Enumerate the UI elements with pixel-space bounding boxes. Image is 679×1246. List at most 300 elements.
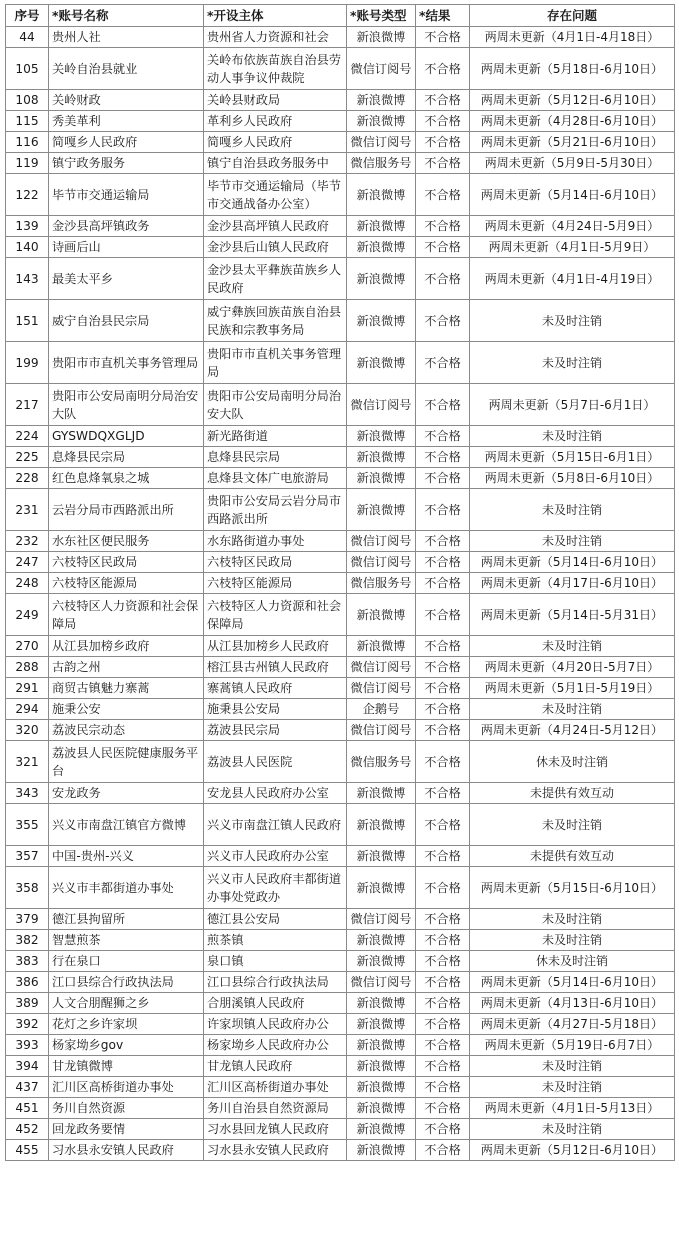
cell-account-name: 关岭财政: [49, 90, 204, 111]
table-row: [6, 300, 675, 342]
table-row: [6, 153, 675, 174]
cell-owner: 安龙县人民政府办公室: [204, 783, 347, 804]
table-row: [6, 720, 675, 741]
cell-owner: 六枝特区人力资源和社会保障局: [204, 594, 347, 636]
cell-account-name: 秀美革利: [49, 111, 204, 132]
cell-owner: 江口县综合行政执法局: [204, 972, 347, 993]
cell-no: 225: [6, 447, 49, 468]
table-row: [6, 216, 675, 237]
cell-issue: 两周未更新（5月14日-5月31日）: [470, 594, 675, 636]
cell-no: 199: [6, 342, 49, 384]
table-row: [6, 111, 675, 132]
cell-result: 不合格: [416, 90, 470, 111]
table-row: [6, 174, 675, 216]
cell-no: 108: [6, 90, 49, 111]
table-row: [6, 489, 675, 531]
cell-owner: 煎茶镇: [204, 930, 347, 951]
cell-no: 44: [6, 27, 49, 48]
cell-result: 不合格: [416, 552, 470, 573]
cell-issue: 两周未更新（5月14日-6月10日）: [470, 552, 675, 573]
cell-account-name: 云岩分局市西路派出所: [49, 489, 204, 531]
cell-no: 231: [6, 489, 49, 531]
cell-account-name: 人文合朋醒狮之乡: [49, 993, 204, 1014]
cell-account-name: 习水县永安镇人民政府: [49, 1140, 204, 1161]
cell-account-type: 微信订阅号: [347, 384, 416, 426]
cell-result: 不合格: [416, 1014, 470, 1035]
cell-account-type: 微信订阅号: [347, 132, 416, 153]
table-row: [6, 867, 675, 909]
cell-issue: 两周未更新（5月21日-6月10日）: [470, 132, 675, 153]
cell-no: 105: [6, 48, 49, 90]
cell-result: 不合格: [416, 1056, 470, 1077]
cell-account-name: 贵阳市市直机关事务管理局: [49, 342, 204, 384]
cell-owner: 贵阳市公安局云岩分局市西路派出所: [204, 489, 347, 531]
cell-account-type: 新浪微博: [347, 804, 416, 846]
cell-no: 143: [6, 258, 49, 300]
table-row: [6, 1140, 675, 1161]
cell-account-type: 新浪微博: [347, 1098, 416, 1119]
cell-account-name: 六枝特区民政局: [49, 552, 204, 573]
cell-result: 不合格: [416, 342, 470, 384]
table-row: [6, 342, 675, 384]
cell-owner: 荔波县民宗局: [204, 720, 347, 741]
cell-owner: 习水县回龙镇人民政府: [204, 1119, 347, 1140]
cell-result: 不合格: [416, 867, 470, 909]
table-row: [6, 1077, 675, 1098]
cell-issue: 两周未更新（5月12日-6月10日）: [470, 90, 675, 111]
cell-no: 288: [6, 657, 49, 678]
cell-result: 不合格: [416, 300, 470, 342]
cell-result: 不合格: [416, 48, 470, 90]
cell-account-type: 新浪微博: [347, 27, 416, 48]
cell-issue: 两周未更新（4月1日-4月18日）: [470, 27, 675, 48]
cell-account-type: 新浪微博: [347, 951, 416, 972]
cell-account-name: 镇宁政务服务: [49, 153, 204, 174]
cell-account-name: 金沙县高坪镇政务: [49, 216, 204, 237]
cell-issue: 未及时注销: [470, 426, 675, 447]
table-row: [6, 636, 675, 657]
cell-issue: 未提供有效互动: [470, 846, 675, 867]
cell-issue: 未及时注销: [470, 804, 675, 846]
cell-account-name: 贵州人社: [49, 27, 204, 48]
cell-account-type: 新浪微博: [347, 216, 416, 237]
table-row: [6, 657, 675, 678]
cell-issue: 两周未更新（5月15日-6月10日）: [470, 867, 675, 909]
table-row: [6, 804, 675, 846]
table-row: [6, 90, 675, 111]
table-row: [6, 1014, 675, 1035]
cell-account-type: 微信订阅号: [347, 972, 416, 993]
table-row: [6, 48, 675, 90]
cell-owner: 毕节市交通运输局（毕节市交通战备办公室）: [204, 174, 347, 216]
cell-account-type: 新浪微博: [347, 90, 416, 111]
cell-issue: 未及时注销: [470, 930, 675, 951]
cell-account-type: 新浪微博: [347, 489, 416, 531]
cell-account-name: 安龙政务: [49, 783, 204, 804]
cell-no: 122: [6, 174, 49, 216]
cell-owner: 施秉县公安局: [204, 699, 347, 720]
cell-no: 379: [6, 909, 49, 930]
cell-issue: 两周未更新（4月1日-5月13日）: [470, 1098, 675, 1119]
cell-issue: 未及时注销: [470, 636, 675, 657]
header-issue: 存在问题: [470, 5, 675, 27]
cell-account-name: 诗画后山: [49, 237, 204, 258]
table-row: [6, 1056, 675, 1077]
cell-no: 394: [6, 1056, 49, 1077]
cell-account-type: 新浪微博: [347, 468, 416, 489]
cell-owner: 许家坝镇人民政府办公: [204, 1014, 347, 1035]
table-body: [6, 27, 675, 1161]
cell-account-type: 新浪微博: [347, 300, 416, 342]
header-account-name: *账号名称: [49, 5, 204, 27]
cell-result: 不合格: [416, 153, 470, 174]
cell-no: 151: [6, 300, 49, 342]
cell-result: 不合格: [416, 468, 470, 489]
cell-issue: 两周未更新（4月20日-5月7日）: [470, 657, 675, 678]
cell-result: 不合格: [416, 531, 470, 552]
cell-account-type: 新浪微博: [347, 930, 416, 951]
cell-account-type: 微信订阅号: [347, 552, 416, 573]
cell-no: 321: [6, 741, 49, 783]
cell-account-name: 回龙政务要情: [49, 1119, 204, 1140]
table-row: [6, 993, 675, 1014]
cell-issue: 未及时注销: [470, 531, 675, 552]
cell-result: 不合格: [416, 174, 470, 216]
cell-no: 232: [6, 531, 49, 552]
table-row: [6, 951, 675, 972]
cell-no: 383: [6, 951, 49, 972]
cell-no: 116: [6, 132, 49, 153]
cell-owner: 甘龙镇人民政府: [204, 1056, 347, 1077]
cell-no: 357: [6, 846, 49, 867]
cell-issue: 未及时注销: [470, 1077, 675, 1098]
cell-account-name: 从江县加榜乡政府: [49, 636, 204, 657]
cell-account-name: 六枝特区人力资源和社会保障局: [49, 594, 204, 636]
cell-account-type: 新浪微博: [347, 258, 416, 300]
cell-no: 355: [6, 804, 49, 846]
cell-account-name: 最美太平乡: [49, 258, 204, 300]
table-row: [6, 972, 675, 993]
cell-result: 不合格: [416, 1098, 470, 1119]
cell-owner: 杨家坳乡人民政府办公: [204, 1035, 347, 1056]
cell-result: 不合格: [416, 1140, 470, 1161]
cell-owner: 金沙县高坪镇人民政府: [204, 216, 347, 237]
cell-issue: 两周未更新（5月12日-6月10日）: [470, 1140, 675, 1161]
cell-no: 455: [6, 1140, 49, 1161]
cell-no: 437: [6, 1077, 49, 1098]
cell-result: 不合格: [416, 258, 470, 300]
cell-issue: 未提供有效互动: [470, 783, 675, 804]
cell-account-name: 红色息烽氧泉之城: [49, 468, 204, 489]
cell-result: 不合格: [416, 237, 470, 258]
table-row: [6, 531, 675, 552]
cell-result: 不合格: [416, 699, 470, 720]
cell-issue: 两周未更新（5月14日-6月10日）: [470, 972, 675, 993]
cell-owner: 贵阳市市直机关事务管理局: [204, 342, 347, 384]
cell-result: 不合格: [416, 636, 470, 657]
cell-issue: 两周未更新（4月13日-6月10日）: [470, 993, 675, 1014]
cell-result: 不合格: [416, 573, 470, 594]
table-row: [6, 930, 675, 951]
cell-account-type: 新浪微博: [347, 1077, 416, 1098]
cell-owner: 兴义市人民政府丰都街道办事处党政办: [204, 867, 347, 909]
table-row: [6, 426, 675, 447]
cell-owner: 新光路街道: [204, 426, 347, 447]
cell-result: 不合格: [416, 216, 470, 237]
cell-account-type: 企鹅号: [347, 699, 416, 720]
cell-account-type: 新浪微博: [347, 111, 416, 132]
cell-account-type: 新浪微博: [347, 1035, 416, 1056]
cell-owner: 兴义市南盘江镇人民政府: [204, 804, 347, 846]
cell-result: 不合格: [416, 846, 470, 867]
cell-account-name: 简嘎乡人民政府: [49, 132, 204, 153]
cell-account-name: 六枝特区能源局: [49, 573, 204, 594]
cell-issue: 两周未更新（4月24日-5月9日）: [470, 216, 675, 237]
cell-account-name: 商贸古镇魅力寨蒿: [49, 678, 204, 699]
table-header-row: [6, 5, 675, 27]
cell-result: 不合格: [416, 1077, 470, 1098]
cell-issue: 未及时注销: [470, 342, 675, 384]
cell-no: 393: [6, 1035, 49, 1056]
cell-account-type: 新浪微博: [347, 1056, 416, 1077]
cell-owner: 关岭县财政局: [204, 90, 347, 111]
cell-account-name: 行在泉口: [49, 951, 204, 972]
cell-result: 不合格: [416, 111, 470, 132]
cell-issue: 两周未更新（4月27日-5月18日）: [470, 1014, 675, 1035]
cell-account-type: 新浪微博: [347, 1140, 416, 1161]
cell-issue: 两周未更新（5月1日-5月19日）: [470, 678, 675, 699]
cell-owner: 务川自治县自然资源局: [204, 1098, 347, 1119]
table-row: [6, 258, 675, 300]
cell-issue: 两周未更新（4月28日-6月10日）: [470, 111, 675, 132]
table-row: [6, 132, 675, 153]
cell-account-type: 微信服务号: [347, 741, 416, 783]
cell-account-type: 新浪微博: [347, 1014, 416, 1035]
cell-no: 386: [6, 972, 49, 993]
cell-issue: 两周未更新（5月15日-6月1日）: [470, 447, 675, 468]
cell-issue: 两周未更新（5月7日-6月1日）: [470, 384, 675, 426]
cell-account-name: 古韵之州: [49, 657, 204, 678]
cell-issue: 两周未更新（4月17日-6月10日）: [470, 573, 675, 594]
cell-account-name: 中国-贵州-兴义: [49, 846, 204, 867]
cell-no: 224: [6, 426, 49, 447]
cell-no: 140: [6, 237, 49, 258]
cell-owner: 从江县加榜乡人民政府: [204, 636, 347, 657]
table-row: [6, 552, 675, 573]
cell-no: 228: [6, 468, 49, 489]
table-row: [6, 783, 675, 804]
cell-issue: 两周未更新（5月9日-5月30日）: [470, 153, 675, 174]
cell-owner: 荔波县人民医院: [204, 741, 347, 783]
cell-result: 不合格: [416, 678, 470, 699]
cell-account-name: 兴义市丰都街道办事处: [49, 867, 204, 909]
cell-account-type: 新浪微博: [347, 426, 416, 447]
cell-result: 不合格: [416, 1119, 470, 1140]
cell-no: 392: [6, 1014, 49, 1035]
cell-no: 452: [6, 1119, 49, 1140]
inspection-results-table: [5, 4, 675, 1161]
cell-account-type: 新浪微博: [347, 867, 416, 909]
cell-account-name: 荔波民宗动态: [49, 720, 204, 741]
cell-issue: 未及时注销: [470, 909, 675, 930]
cell-account-name: 智慧煎茶: [49, 930, 204, 951]
cell-issue: 两周未更新（5月8日-6月10日）: [470, 468, 675, 489]
cell-account-name: 毕节市交通运输局: [49, 174, 204, 216]
cell-account-name: 兴义市南盘江镇官方微博: [49, 804, 204, 846]
table-row: [6, 699, 675, 720]
cell-owner: 息烽县民宗局: [204, 447, 347, 468]
table-row: [6, 1035, 675, 1056]
table-row: [6, 678, 675, 699]
cell-account-type: 新浪微博: [347, 636, 416, 657]
cell-no: 382: [6, 930, 49, 951]
cell-account-type: 微信订阅号: [347, 909, 416, 930]
cell-no: 451: [6, 1098, 49, 1119]
cell-no: 294: [6, 699, 49, 720]
cell-owner: 金沙县后山镇人民政府: [204, 237, 347, 258]
cell-issue: 未及时注销: [470, 699, 675, 720]
cell-owner: 榕江县古州镇人民政府: [204, 657, 347, 678]
header-no: 序号: [6, 5, 49, 27]
cell-result: 不合格: [416, 720, 470, 741]
table-row: [6, 468, 675, 489]
cell-account-name: 施秉公安: [49, 699, 204, 720]
cell-account-type: 微信订阅号: [347, 531, 416, 552]
cell-issue: 未及时注销: [470, 489, 675, 531]
cell-result: 不合格: [416, 657, 470, 678]
cell-account-name: 水东社区便民服务: [49, 531, 204, 552]
cell-account-name: 德江县拘留所: [49, 909, 204, 930]
cell-owner: 德江县公安局: [204, 909, 347, 930]
cell-result: 不合格: [416, 993, 470, 1014]
table-row: [6, 1098, 675, 1119]
cell-account-type: 新浪微博: [347, 846, 416, 867]
cell-account-name: 息烽县民宗局: [49, 447, 204, 468]
table-row: [6, 846, 675, 867]
cell-result: 不合格: [416, 804, 470, 846]
cell-account-type: 微信订阅号: [347, 48, 416, 90]
cell-account-name: 汇川区高桥街道办事处: [49, 1077, 204, 1098]
table-row: [6, 384, 675, 426]
cell-account-name: 江口县综合行政执法局: [49, 972, 204, 993]
cell-owner: 习水县永安镇人民政府: [204, 1140, 347, 1161]
header-result: *结果: [416, 5, 470, 27]
cell-issue: 两周未更新（5月18日-6月10日）: [470, 48, 675, 90]
table-row: [6, 573, 675, 594]
cell-account-type: 新浪微博: [347, 447, 416, 468]
cell-owner: 六枝特区民政局: [204, 552, 347, 573]
cell-no: 270: [6, 636, 49, 657]
table-row: [6, 1119, 675, 1140]
cell-issue: 休未及时注销: [470, 951, 675, 972]
cell-account-type: 新浪微博: [347, 783, 416, 804]
cell-owner: 息烽县文体广电旅游局: [204, 468, 347, 489]
cell-account-type: 新浪微博: [347, 174, 416, 216]
cell-owner: 简嘎乡人民政府: [204, 132, 347, 153]
cell-owner: 金沙县太平彝族苗族乡人民政府: [204, 258, 347, 300]
cell-owner: 兴义市人民政府办公室: [204, 846, 347, 867]
cell-no: 247: [6, 552, 49, 573]
cell-owner: 镇宁自治县政务服务中: [204, 153, 347, 174]
cell-account-name: 荔波县人民医院健康服务平台: [49, 741, 204, 783]
cell-issue: 两周未更新（5月19日-6月7日）: [470, 1035, 675, 1056]
cell-result: 不合格: [416, 132, 470, 153]
cell-owner: 合朋溪镇人民政府: [204, 993, 347, 1014]
cell-no: 343: [6, 783, 49, 804]
cell-result: 不合格: [416, 951, 470, 972]
cell-result: 不合格: [416, 489, 470, 531]
cell-no: 320: [6, 720, 49, 741]
cell-no: 119: [6, 153, 49, 174]
cell-issue: 两周未更新（4月1日-5月9日）: [470, 237, 675, 258]
cell-account-type: 新浪微博: [347, 993, 416, 1014]
cell-issue: 两周未更新（4月24日-5月12日）: [470, 720, 675, 741]
cell-no: 115: [6, 111, 49, 132]
cell-account-type: 新浪微博: [347, 594, 416, 636]
cell-result: 不合格: [416, 384, 470, 426]
cell-owner: 水东路街道办事处: [204, 531, 347, 552]
cell-result: 不合格: [416, 930, 470, 951]
cell-no: 217: [6, 384, 49, 426]
header-account-type: *账号类型: [347, 5, 416, 27]
cell-result: 不合格: [416, 909, 470, 930]
cell-account-name: 威宁自治县民宗局: [49, 300, 204, 342]
cell-no: 248: [6, 573, 49, 594]
cell-issue: 未及时注销: [470, 300, 675, 342]
cell-account-name: 甘龙镇微博: [49, 1056, 204, 1077]
cell-owner: 威宁彝族回族苗族自治县民族和宗教事务局: [204, 300, 347, 342]
cell-no: 249: [6, 594, 49, 636]
cell-account-type: 微信订阅号: [347, 720, 416, 741]
cell-account-type: 微信订阅号: [347, 678, 416, 699]
table-row: [6, 27, 675, 48]
cell-owner: 关岭布依族苗族自治县劳动人事争议仲裁院: [204, 48, 347, 90]
cell-result: 不合格: [416, 783, 470, 804]
cell-owner: 泉口镇: [204, 951, 347, 972]
cell-account-name: 杨家坳乡gov: [49, 1035, 204, 1056]
cell-owner: 寨蒿镇人民政府: [204, 678, 347, 699]
cell-issue: 休未及时注销: [470, 741, 675, 783]
cell-owner: 贵州省人力资源和社会: [204, 27, 347, 48]
cell-account-name: GYSWDQXGLJD: [49, 426, 204, 447]
cell-result: 不合格: [416, 27, 470, 48]
account-table-container: [5, 4, 675, 1161]
cell-issue: 两周未更新（4月1日-4月19日）: [470, 258, 675, 300]
cell-no: 139: [6, 216, 49, 237]
table-row: [6, 594, 675, 636]
cell-account-type: 微信服务号: [347, 573, 416, 594]
cell-owner: 贵阳市公安局南明分局治安大队: [204, 384, 347, 426]
table-row: [6, 447, 675, 468]
table-row: [6, 741, 675, 783]
cell-owner: 汇川区高桥街道办事处: [204, 1077, 347, 1098]
cell-owner: 六枝特区能源局: [204, 573, 347, 594]
cell-no: 358: [6, 867, 49, 909]
header-owner: *开设主体: [204, 5, 347, 27]
cell-account-type: 新浪微博: [347, 1119, 416, 1140]
cell-result: 不合格: [416, 594, 470, 636]
cell-account-type: 新浪微博: [347, 342, 416, 384]
cell-result: 不合格: [416, 426, 470, 447]
cell-account-name: 贵阳市公安局南明分局治安大队: [49, 384, 204, 426]
cell-issue: 未及时注销: [470, 1056, 675, 1077]
cell-issue: 两周未更新（5月14日-6月10日）: [470, 174, 675, 216]
cell-account-name: 花灯之乡许家坝: [49, 1014, 204, 1035]
cell-account-name: 务川自然资源: [49, 1098, 204, 1119]
cell-account-type: 微信订阅号: [347, 657, 416, 678]
table-row: [6, 237, 675, 258]
cell-issue: 未及时注销: [470, 1119, 675, 1140]
